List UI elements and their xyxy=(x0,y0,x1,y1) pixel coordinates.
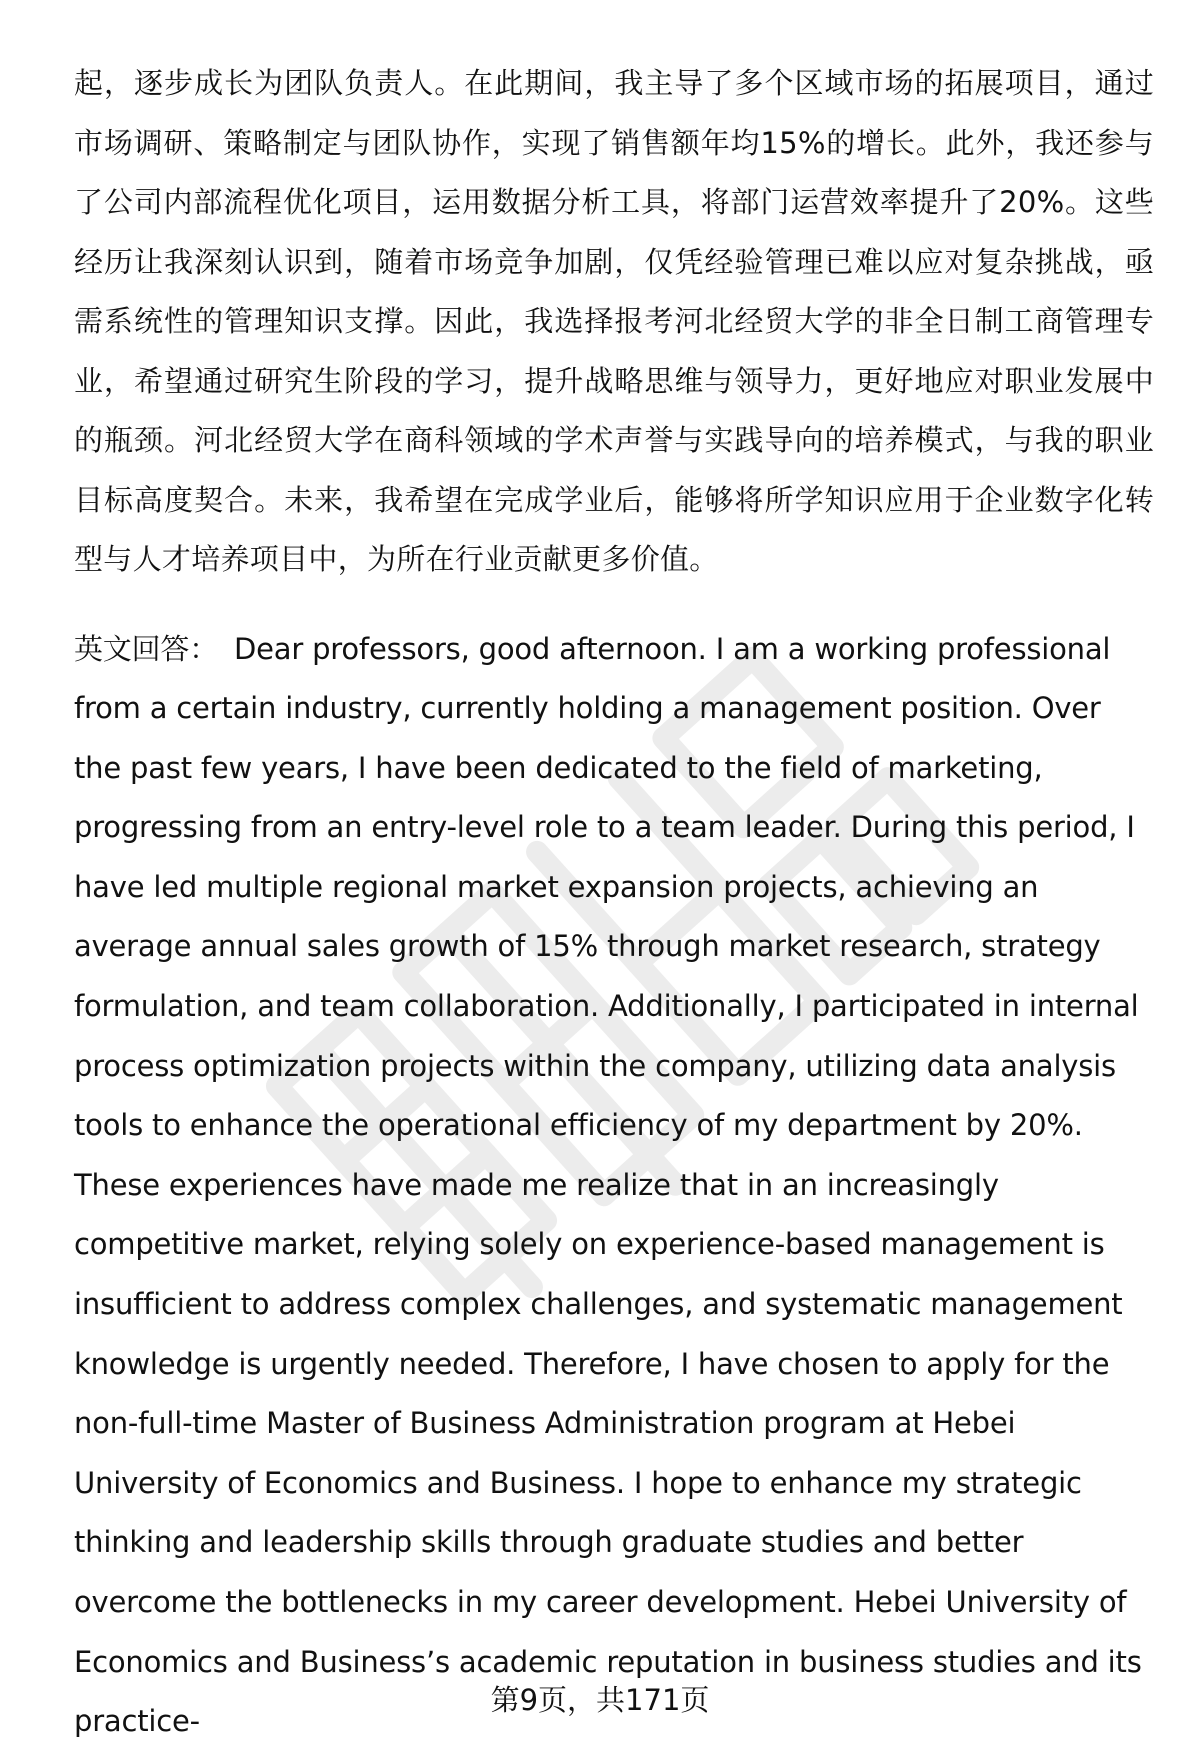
english-answer-paragraph xyxy=(74,620,1154,1752)
page-number-footer: 第9页，共171页 xyxy=(490,1683,710,1717)
english-answer-label: 英文回答： xyxy=(74,631,219,666)
chinese-answer-paragraph: 起，逐步成长为团队负责人。在此期间，我主导了多个区域市场的拓展项目，通过市场调研、策略制定与团队协作，实现了销售额年均15%的增长。此外，我还参与了公司内部流程优化项目，运用数据分析工具，将部门运营效率提升了20%。这些经历让我深刻认识到，随着市场竞争加剧，仅凭经验管理已难以应对复杂挑战，亟需系统性的管理知识支撑。因此，我选择报考河北经贸大学的非全日制工商管理专业，希望通过研究生阶段的学习，提升战略思维与领导力，更好地应对职业发展中的瓶颈。河北经贸大学在商科领域的学术声誉与实践导向的培养模式，与我的职业目标高度契合。未来，我希望在完成学业后，能够将所学知识应用于企业数字化转型与人才培养项目中，为所在行业贡献更多价值。 xyxy=(74,66,1154,576)
english-answer-text: Dear professors, good afternoon. I am a working professional from a certain industry, currently holding a management position. Over the past few years, I have been dedicated to the field of marketing, progressing from an entry-level role to a team leader. During this period, I have led multiple regional market expansion projects, achieving an average annual sales growth of 15% through market research, strategy formulation, and team collaboration. Additionally, I participated in internal process optimization projects within the company, utilizing data analysis tools to enhance the operational efficiency of my department by 20%. These experiences have made me realize that in an increasingly competitive market, relying solely on experience-based management is insufficient to address complex challenges, and systematic management knowledge is urgently needed. Therefore, I have chosen to apply for the non-full-time Master of Business Administration program at Hebei University of Economics and Business. I hope to enhance my strategic thinking and leadership skills through graduate studies and better overcome the bottlenecks in my career development. Hebei University of Economics and Business’s academic reputation in business studies and its practice- xyxy=(74,631,1142,1739)
document-body xyxy=(74,54,1154,1752)
